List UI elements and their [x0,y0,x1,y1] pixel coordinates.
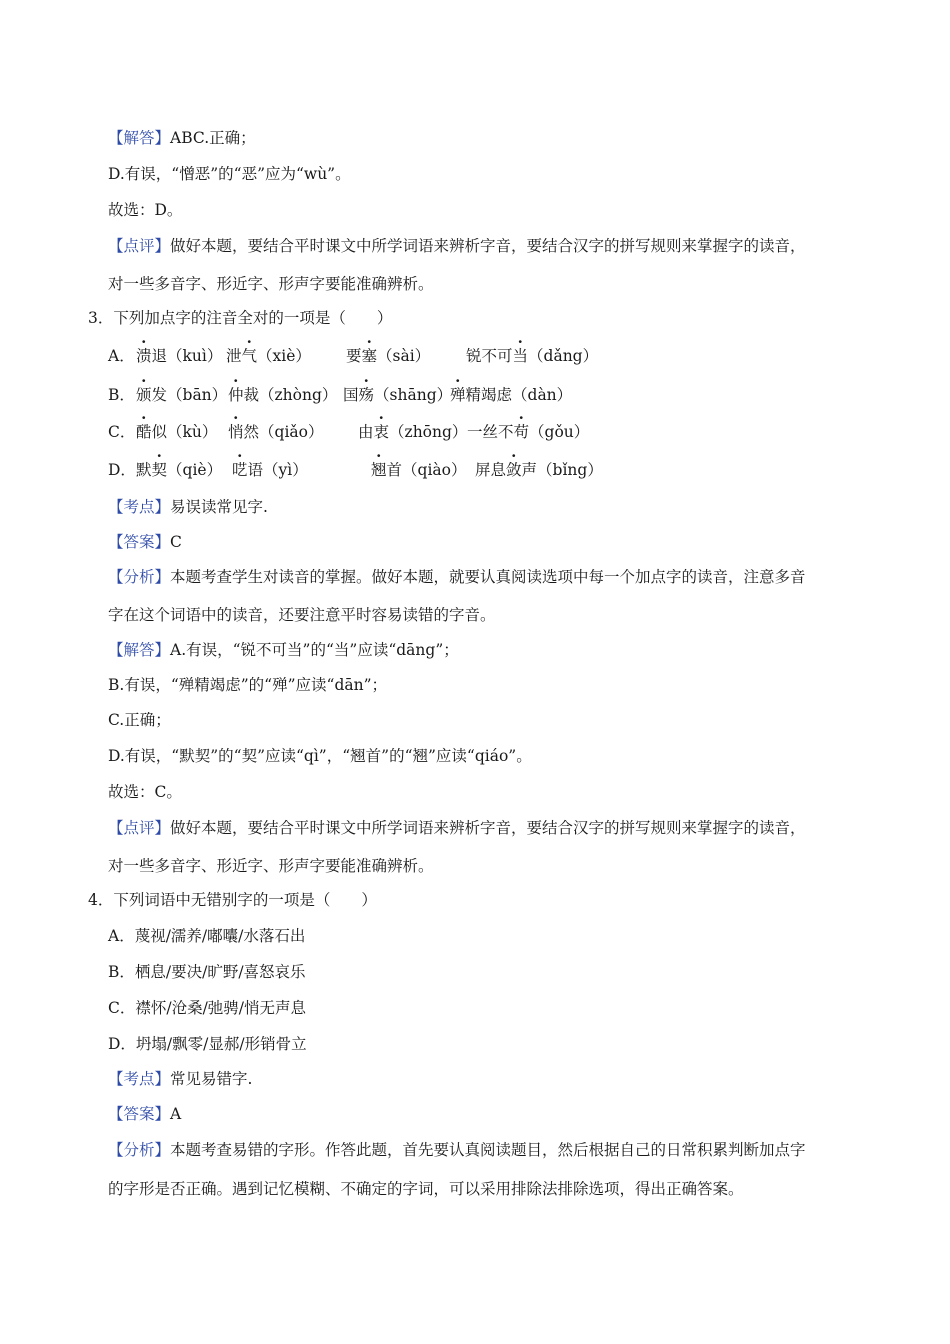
dotted-char: 溃 [136,347,152,365]
text-fragment: （gǒu） [529,423,590,441]
text-fragment: 屏息 [475,461,507,479]
jieda-text: A.有误，“锐不可当”的“当”应读“dāng”； [170,641,459,659]
daan-text: C [170,533,182,551]
dotted-char: 苟 [513,423,530,441]
dotted-char: 殚 [450,386,466,404]
comment-line-1 [108,817,806,839]
text-fragment: 然（qiǎo） [243,423,324,441]
fenxi-tag: 【分析】 [108,1141,171,1159]
comment-text: 做好本题，要结合平时课文中所学词语来辨析字音，要结合汉字的拼写规则来掌握字的读音， [170,237,806,255]
dotted-char: 悄 [228,423,244,441]
text-fragment: 似（kù） [151,423,218,441]
jieda-line-b: B.有误，“殚精竭虑”的“殚”应读“dān”； [108,676,388,694]
daan-line [108,1103,181,1125]
q4-option-a: A．蔑视/濡养/嘟囔/水落石出 [108,927,306,945]
choice-line: 故选：D。 [108,201,183,219]
q4-option-c: C．襟怀/沧桑/弛骋/悄无声息 [108,999,307,1017]
comment-line-2: 对一些多音字、形近字、形声字要能准确辨析。 [108,275,434,293]
text-fragment: 泄 [226,347,242,365]
fenxi-line-2: 字在这个词语中的读音，还要注意平时容易读错的字音。 [108,606,496,624]
daan-line [108,531,182,553]
question-4-stem: 4．下列词语中无错别字的一项是（ ） [88,891,377,909]
option-label: D． [108,461,136,479]
kaodian-text: 常见易错字. [170,1070,253,1088]
dotted-char: 仲 [228,386,244,404]
item [136,345,222,367]
comment-line-1 [108,235,806,257]
option-label: A． [108,347,135,365]
dotted-char: 契 [151,461,168,479]
fenxi-text: 本题考查学生对读音的掌握。做好本题，就要认真阅读选项中每一个加点字的读音，注意多音 [170,568,806,586]
choice-line: 故选：C。 [108,783,182,801]
kaodian-line [108,496,268,518]
text-fragment: 语（yì） [247,461,308,479]
q4-option-d: D．坍塌/飘零/显郝/形销骨立 [108,1035,307,1053]
answer-line [108,127,256,149]
comment-text: 做好本题，要结合平时课文中所学词语来辨析字音，要结合汉字的拼写规则来掌握字的读音， [170,819,806,837]
text-fragment: 首（qiào） [386,461,467,479]
text-fragment: 由 [358,423,374,441]
text-fragment: 退（kuì） [151,347,223,365]
dotted-char: 敛 [506,461,522,479]
item [232,459,308,481]
jieda-line-a [108,639,459,661]
item [346,345,430,367]
fenxi-tag: 【分析】 [108,568,171,586]
kaodian-text: 易误读常见字. [170,498,268,516]
item [467,421,589,443]
text-fragment: （zhōng） [389,423,468,441]
kaodian-tag: 【考点】 [108,1070,171,1088]
dotted-char: 酷 [136,423,152,441]
kaodian-line [108,1068,252,1090]
dotted-char: 塞 [361,347,378,365]
item [475,459,603,481]
dotted-char: 气 [241,347,258,365]
fenxi-line-1 [108,1139,806,1161]
question-3-stem: 3．下列加点字的注音全对的一项是（ ） [88,309,393,327]
item [358,421,467,443]
item [228,421,323,443]
option-label: B． [108,386,135,404]
text-fragment: 发（bān） [151,386,228,404]
comment-line-2: 对一些多音字、形近字、形声字要能准确辨析。 [108,857,434,875]
fenxi-text: 本题考查易错的字形。作答此题，首先要认真阅读题目，然后根据自己的日常积累判断加点字 [170,1141,806,1159]
item [228,384,337,406]
item [136,384,227,406]
item [136,421,217,443]
item [371,459,466,481]
kaodian-tag: 【考点】 [108,498,171,516]
daan-tag: 【答案】 [108,533,171,551]
text-fragment: （dǎng） [528,347,599,365]
text-fragment: 锐不可 [466,347,513,365]
item [343,384,452,406]
text-fragment: 精竭虑（dàn） [465,386,573,404]
dotted-char: 颁 [136,386,152,404]
text-fragment: 要 [346,347,362,365]
dotted-char: 呓 [232,461,248,479]
dotted-char: 衷 [373,423,390,441]
text-fragment: 默 [136,461,152,479]
fenxi-line-2: 的字形是否正确。遇到记忆模糊、不确定的字词，可以采用排除法排除选项，得出正确答案。 [108,1180,744,1198]
q4-option-b: B．栖息/要决/旷野/喜怒哀乐 [108,963,306,981]
jieda-tag: 【解答】 [108,641,171,659]
text-fragment: 裁（zhòng） [243,386,338,404]
text-fragment: （qiè） [167,461,223,479]
text-fragment: 声（bǐng） [521,461,603,479]
dianping-tag: 【点评】 [108,819,171,837]
dotted-char: 当 [512,347,529,365]
text-fragment: 国 [343,386,359,404]
item [136,459,222,481]
fenxi-line-1 [108,566,806,588]
daan-text: A [170,1105,182,1123]
jieda-line-d: D.有误，“默契”的“契”应读“qì”，“翘首”的“翘”应读“qiáo”。 [108,747,532,765]
daan-tag: 【答案】 [108,1105,171,1123]
jieda-line-c: C.正确； [108,711,171,729]
text-fragment: （shāng） [374,386,453,404]
text-fragment: （xiè） [257,347,311,365]
answer-d-line: D.有误，“憎恶”的“恶”应为“wù”。 [108,165,351,183]
dianping-tag: 【点评】 [108,237,171,255]
item [226,345,311,367]
jieda-text: ABC.正确； [170,129,256,147]
text-fragment: 一丝不 [467,423,514,441]
text-fragment: （sài） [377,347,431,365]
jieda-tag: 【解答】 [108,129,171,147]
dotted-char: 殇 [358,386,375,404]
option-label: C． [108,423,136,441]
item [450,384,572,406]
item [466,345,598,367]
dotted-char: 翘 [371,461,387,479]
